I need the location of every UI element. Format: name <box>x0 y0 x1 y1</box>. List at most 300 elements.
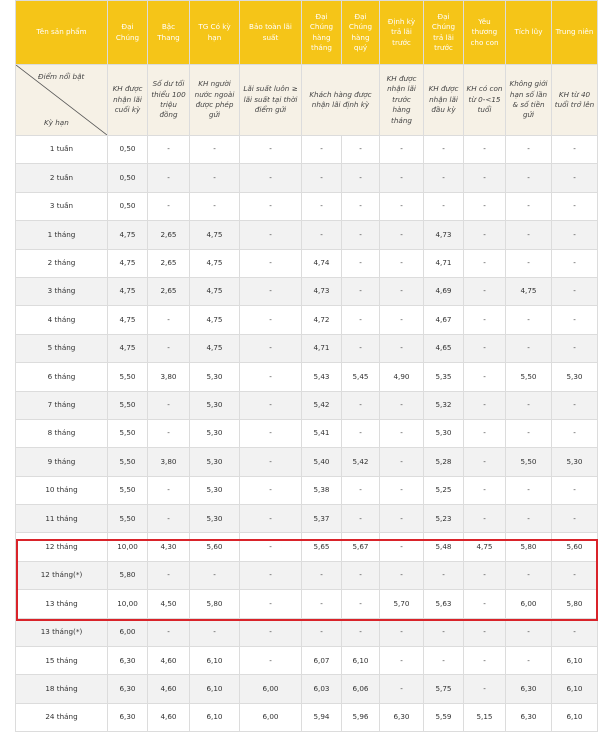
table-row <box>16 561 598 589</box>
rate-cell: - <box>552 618 598 646</box>
rate-cell: - <box>148 476 190 504</box>
rate-cell: - <box>464 419 506 447</box>
rate-cell: - <box>342 505 380 533</box>
rate-cell: 6,10 <box>342 647 380 675</box>
header-cell: TG Có kỳ hạn <box>190 1 240 65</box>
rate-cell: - <box>552 164 598 192</box>
rate-cell: - <box>342 277 380 305</box>
rate-cell: - <box>552 561 598 589</box>
rate-cell: 5,25 <box>424 476 464 504</box>
highlight-cell: KH được nhận lãi đầu kỳ <box>424 65 464 136</box>
rate-cell: 5,96 <box>342 703 380 731</box>
header-cell: Định kỳ trả lãi trước <box>380 1 424 65</box>
rate-cell: - <box>506 164 552 192</box>
header-cell: Bảo toàn lãi suất <box>240 1 302 65</box>
rate-cell: - <box>342 136 380 164</box>
rate-cell: - <box>240 249 302 277</box>
rate-cell: 5,50 <box>506 448 552 476</box>
term-cell: 13 tháng <box>16 590 108 618</box>
rate-cell: - <box>240 363 302 391</box>
rate-cell: 6,00 <box>240 703 302 731</box>
rate-cell: - <box>506 561 552 589</box>
rate-cell: 6,00 <box>108 618 148 646</box>
rate-cell: 6,30 <box>108 703 148 731</box>
rate-cell: - <box>148 505 190 533</box>
rate-cell: 5,30 <box>190 476 240 504</box>
rate-cell: - <box>552 277 598 305</box>
highlight-cell: Khách hàng được nhận lãi định kỳ <box>302 65 380 136</box>
rate-cell: - <box>424 618 464 646</box>
rate-cell: - <box>464 192 506 220</box>
table-row <box>16 419 598 447</box>
rate-cell: 4,75 <box>108 277 148 305</box>
term-cell: 1 tuần <box>16 136 108 164</box>
rate-cell: - <box>424 561 464 589</box>
rate-cell: 5,37 <box>302 505 342 533</box>
rate-cell: - <box>506 618 552 646</box>
rate-cell: - <box>342 561 380 589</box>
diagonal-header-cell <box>16 65 108 136</box>
header-cell: Trung niên <box>552 1 598 65</box>
rate-cell: - <box>552 476 598 504</box>
rate-cell: - <box>302 561 342 589</box>
rate-cell: - <box>380 136 424 164</box>
rate-cell: - <box>464 136 506 164</box>
rate-cell: - <box>240 533 302 561</box>
header-cell: Tích lũy <box>506 1 552 65</box>
rate-cell: 5,50 <box>108 391 148 419</box>
rate-cell: - <box>464 363 506 391</box>
rate-cell: - <box>240 334 302 362</box>
rate-cell: 5,50 <box>108 505 148 533</box>
rate-cell: - <box>240 476 302 504</box>
rate-cell: 5,30 <box>552 363 598 391</box>
rate-cell: - <box>190 136 240 164</box>
rate-cell: - <box>464 334 506 362</box>
rate-cell: - <box>302 590 342 618</box>
rate-cell: - <box>464 306 506 334</box>
table-row <box>16 363 598 391</box>
table-row <box>16 675 598 703</box>
table-row <box>16 164 598 192</box>
rate-cell: 5,45 <box>342 363 380 391</box>
term-cell: 11 tháng <box>16 505 108 533</box>
rate-cell: 5,30 <box>190 391 240 419</box>
table-row <box>16 618 598 646</box>
rate-cell: 4,60 <box>148 675 190 703</box>
term-cell: 2 tuần <box>16 164 108 192</box>
rate-cell: - <box>464 675 506 703</box>
rate-cell: - <box>464 476 506 504</box>
rate-cell: 5,59 <box>424 703 464 731</box>
rate-cell: 4,69 <box>424 277 464 305</box>
rate-cell: 0,50 <box>108 164 148 192</box>
highlight-cell: KH từ 40 tuổi trở lên <box>552 65 598 136</box>
term-cell: 10 tháng <box>16 476 108 504</box>
rate-cell: 5,42 <box>342 448 380 476</box>
highlight-cell: Không giới hạn số lần & số tiền gửi <box>506 65 552 136</box>
rate-cell: - <box>240 505 302 533</box>
rate-cell: - <box>552 391 598 419</box>
rate-cell: 5,28 <box>424 448 464 476</box>
rate-cell: - <box>342 334 380 362</box>
rate-cell: - <box>424 192 464 220</box>
rate-cell: 4,75 <box>190 221 240 249</box>
rate-cell: 5,70 <box>380 590 424 618</box>
rate-cell: 5,94 <box>302 703 342 731</box>
rate-cell: 4,30 <box>148 533 190 561</box>
rate-cell: 6,10 <box>190 703 240 731</box>
rate-cell: 6,30 <box>506 703 552 731</box>
table-row <box>16 703 598 731</box>
rate-cell: - <box>240 136 302 164</box>
table-row <box>16 136 598 164</box>
term-cell: 6 tháng <box>16 363 108 391</box>
term-cell: 12 tháng(*) <box>16 561 108 589</box>
table-row <box>16 334 598 362</box>
rate-cell: - <box>190 618 240 646</box>
rate-cell: 10,00 <box>108 590 148 618</box>
rate-cell: - <box>506 391 552 419</box>
term-cell: 13 tháng(*) <box>16 618 108 646</box>
rate-cell: - <box>148 561 190 589</box>
rate-cell: - <box>342 476 380 504</box>
rate-cell: 5,60 <box>552 533 598 561</box>
rate-cell: 5,43 <box>302 363 342 391</box>
rate-cell: - <box>240 647 302 675</box>
highlight-cell: Số dư tối thiểu 100 triệu đồng <box>148 65 190 136</box>
rate-cell: 6,30 <box>108 675 148 703</box>
rate-cell: - <box>302 192 342 220</box>
rate-cell: 4,60 <box>148 703 190 731</box>
rate-cell: 5,23 <box>424 505 464 533</box>
header-cell: Đại Chúng <box>108 1 148 65</box>
rate-cell: 5,48 <box>424 533 464 561</box>
rate-cell: - <box>552 136 598 164</box>
rate-cell: - <box>240 164 302 192</box>
rate-cell: 6,03 <box>302 675 342 703</box>
rate-cell: - <box>380 277 424 305</box>
rate-cell: 3,80 <box>148 448 190 476</box>
rate-cell: 6,30 <box>380 703 424 731</box>
term-cell: 7 tháng <box>16 391 108 419</box>
rate-cell: - <box>552 306 598 334</box>
rate-cell: - <box>342 391 380 419</box>
rate-cell: - <box>240 192 302 220</box>
rate-cell: - <box>240 221 302 249</box>
rate-cell: 6,10 <box>552 703 598 731</box>
rate-cell: 5,65 <box>302 533 342 561</box>
table-row <box>16 249 598 277</box>
rate-cell: - <box>342 419 380 447</box>
rate-cell: - <box>190 192 240 220</box>
rate-cell: 4,73 <box>302 277 342 305</box>
rate-cell: - <box>342 618 380 646</box>
rate-cell: - <box>552 334 598 362</box>
term-cell: 1 tháng <box>16 221 108 249</box>
rate-cell: 6,10 <box>190 647 240 675</box>
rate-cell: 5,50 <box>108 419 148 447</box>
header-cell: Đại Chúng trả lãi trước <box>424 1 464 65</box>
rate-cell: 5,75 <box>424 675 464 703</box>
rate-cell: 5,40 <box>302 448 342 476</box>
rate-cell: 5,30 <box>424 419 464 447</box>
rate-cell: 0,50 <box>108 136 148 164</box>
term-cell: 3 tháng <box>16 277 108 305</box>
rate-cell: 4,71 <box>302 334 342 362</box>
term-cell: 3 tuần <box>16 192 108 220</box>
rate-cell: - <box>464 590 506 618</box>
rate-cell: 4,75 <box>108 249 148 277</box>
highlight-label: Điểm nổi bật <box>38 72 85 81</box>
rate-cell: - <box>506 419 552 447</box>
rate-cell: - <box>506 334 552 362</box>
header-cell: Tên sản phẩm <box>16 1 108 65</box>
rate-cell: - <box>464 277 506 305</box>
rate-cell: 5,30 <box>190 363 240 391</box>
rate-cell: 5,15 <box>464 703 506 731</box>
rate-cell: - <box>380 306 424 334</box>
rate-cell: - <box>240 448 302 476</box>
rate-cell: 3,80 <box>148 363 190 391</box>
rate-cell: - <box>552 505 598 533</box>
rate-cell: 5,50 <box>108 448 148 476</box>
rate-cell: - <box>148 306 190 334</box>
rate-cell: 4,75 <box>190 277 240 305</box>
rate-cell: - <box>506 476 552 504</box>
rate-cell: - <box>240 590 302 618</box>
rate-cell: 5,38 <box>302 476 342 504</box>
rate-cell: - <box>380 675 424 703</box>
rate-cell: 5,50 <box>506 363 552 391</box>
rate-cell: - <box>506 249 552 277</box>
rate-cell: 5,80 <box>108 561 148 589</box>
rate-cell: - <box>148 334 190 362</box>
rate-cell: - <box>148 419 190 447</box>
highlight-cell: KH người nước ngoài được phép gửi <box>190 65 240 136</box>
rate-cell: 4,50 <box>148 590 190 618</box>
rate-cell: 4,65 <box>424 334 464 362</box>
table-row <box>16 391 598 419</box>
rate-cell: - <box>506 192 552 220</box>
rate-cell: - <box>464 647 506 675</box>
term-cell: 2 tháng <box>16 249 108 277</box>
rate-cell: 2,65 <box>148 249 190 277</box>
rate-cell: 6,07 <box>302 647 342 675</box>
rate-cell: 4,60 <box>148 647 190 675</box>
rate-cell: - <box>302 221 342 249</box>
rate-cell: 4,90 <box>380 363 424 391</box>
rate-cell: - <box>342 192 380 220</box>
rate-cell: - <box>464 391 506 419</box>
rate-cell: 4,73 <box>424 221 464 249</box>
highlight-cell: Lãi suất luôn ≥ lãi suất tại thời điểm gửi <box>240 65 302 136</box>
rate-cell: - <box>190 164 240 192</box>
rate-cell: 4,75 <box>108 334 148 362</box>
rate-cell: - <box>506 647 552 675</box>
term-cell: 24 tháng <box>16 703 108 731</box>
interest-rate-table <box>15 0 598 732</box>
rate-cell: 6,30 <box>108 647 148 675</box>
rate-cell: - <box>424 647 464 675</box>
rate-cell: - <box>302 618 342 646</box>
rate-cell: - <box>240 419 302 447</box>
rate-cell: 10,00 <box>108 533 148 561</box>
rate-cell: - <box>380 164 424 192</box>
highlight-cell: KH có con từ 0-<15 tuổi <box>464 65 506 136</box>
rate-cell: - <box>342 306 380 334</box>
rate-cell: - <box>506 221 552 249</box>
rate-cell: 5,30 <box>190 419 240 447</box>
rate-cell: 5,63 <box>424 590 464 618</box>
rate-cell: 6,00 <box>506 590 552 618</box>
rate-cell: - <box>424 164 464 192</box>
term-label: Kỳ hạn <box>44 117 69 127</box>
highlight-cell: KH được nhận lãi trước hàng tháng <box>380 65 424 136</box>
rate-cell: 6,10 <box>552 647 598 675</box>
rate-cell: - <box>380 561 424 589</box>
rate-cell: - <box>342 164 380 192</box>
rate-cell: - <box>380 618 424 646</box>
term-cell: 18 tháng <box>16 675 108 703</box>
rate-cell: 4,72 <box>302 306 342 334</box>
rate-cell: 4,75 <box>506 277 552 305</box>
rate-cell: - <box>342 249 380 277</box>
rate-cell: 2,65 <box>148 221 190 249</box>
table-row <box>16 533 598 561</box>
header-cell: Bậc Thang <box>148 1 190 65</box>
rate-cell: - <box>464 249 506 277</box>
rate-cell: - <box>302 164 342 192</box>
rate-cell: - <box>302 136 342 164</box>
term-cell: 12 tháng <box>16 533 108 561</box>
term-cell: 9 tháng <box>16 448 108 476</box>
term-cell: 15 tháng <box>16 647 108 675</box>
header-cell: Đại Chúng hàng tháng <box>302 1 342 65</box>
rate-cell: 5,80 <box>506 533 552 561</box>
rate-cell: 5,60 <box>190 533 240 561</box>
rate-cell: - <box>464 618 506 646</box>
rate-cell: 4,67 <box>424 306 464 334</box>
table-row <box>16 505 598 533</box>
rate-cell: 4,75 <box>190 249 240 277</box>
rate-cell: - <box>552 419 598 447</box>
rate-cell: 5,30 <box>552 448 598 476</box>
rate-cell: - <box>380 476 424 504</box>
rate-cell: 5,30 <box>190 448 240 476</box>
rate-cell: - <box>240 618 302 646</box>
rate-cell: 4,75 <box>190 306 240 334</box>
rate-cell: - <box>380 419 424 447</box>
rate-cell: 5,67 <box>342 533 380 561</box>
rate-cell: - <box>506 306 552 334</box>
rate-cell: - <box>380 391 424 419</box>
rate-cell: - <box>342 221 380 249</box>
rate-cell: - <box>148 136 190 164</box>
rate-cell: - <box>506 505 552 533</box>
table-row <box>16 476 598 504</box>
rate-cell: 6,10 <box>552 675 598 703</box>
rate-cell: - <box>424 136 464 164</box>
rate-cell: 6,30 <box>506 675 552 703</box>
rate-cell: - <box>380 647 424 675</box>
term-cell: 8 tháng <box>16 419 108 447</box>
rate-cell: - <box>464 448 506 476</box>
highlight-row <box>16 65 598 136</box>
rate-cell: - <box>552 249 598 277</box>
rate-cell: - <box>380 533 424 561</box>
rate-cell: 4,75 <box>108 221 148 249</box>
rate-cell: - <box>240 391 302 419</box>
rate-cell: - <box>190 561 240 589</box>
rate-cell: - <box>506 136 552 164</box>
rate-cell: - <box>148 391 190 419</box>
rate-cell: 5,50 <box>108 363 148 391</box>
rate-cell: - <box>464 221 506 249</box>
rate-cell: 4,71 <box>424 249 464 277</box>
rate-cell: 4,74 <box>302 249 342 277</box>
rate-cell: 5,50 <box>108 476 148 504</box>
rate-cell: - <box>148 164 190 192</box>
rate-cell: 6,00 <box>240 675 302 703</box>
rate-cell: 6,10 <box>190 675 240 703</box>
rate-cell: - <box>552 221 598 249</box>
rate-cell: - <box>240 277 302 305</box>
table-row <box>16 277 598 305</box>
rate-cell: 4,75 <box>190 334 240 362</box>
rate-cell: - <box>380 505 424 533</box>
table-row <box>16 306 598 334</box>
rate-table-body <box>16 136 598 732</box>
table-row <box>16 647 598 675</box>
rate-cell: 5,80 <box>552 590 598 618</box>
term-cell: 5 tháng <box>16 334 108 362</box>
rate-cell: - <box>380 249 424 277</box>
table-row <box>16 221 598 249</box>
rate-cell: 5,80 <box>190 590 240 618</box>
rate-cell: - <box>148 192 190 220</box>
rate-cell: - <box>380 334 424 362</box>
rate-cell: 0,50 <box>108 192 148 220</box>
table-row <box>16 590 598 618</box>
rate-cell: 2,65 <box>148 277 190 305</box>
rate-cell: 4,75 <box>464 533 506 561</box>
rate-cell: - <box>552 192 598 220</box>
term-cell: 4 tháng <box>16 306 108 334</box>
rate-cell: 5,32 <box>424 391 464 419</box>
rate-cell: 5,35 <box>424 363 464 391</box>
rate-cell: 4,75 <box>108 306 148 334</box>
rate-cell: - <box>342 590 380 618</box>
rate-cell: - <box>240 306 302 334</box>
rate-cell: 6,06 <box>342 675 380 703</box>
rate-cell: 5,41 <box>302 419 342 447</box>
highlight-cell: KH được nhận lãi cuối kỳ <box>108 65 148 136</box>
rate-cell: - <box>380 221 424 249</box>
rate-cell: - <box>380 448 424 476</box>
header-cell: Yêu thương cho con <box>464 1 506 65</box>
rate-cell: - <box>240 561 302 589</box>
rate-cell: - <box>464 505 506 533</box>
table-row <box>16 192 598 220</box>
header-row <box>16 1 598 65</box>
header-cell: Đại Chúng hàng quý <box>342 1 380 65</box>
rate-cell: 5,42 <box>302 391 342 419</box>
rate-cell: 5,30 <box>190 505 240 533</box>
rate-cell: - <box>464 164 506 192</box>
rate-cell: - <box>464 561 506 589</box>
rate-cell: - <box>380 192 424 220</box>
